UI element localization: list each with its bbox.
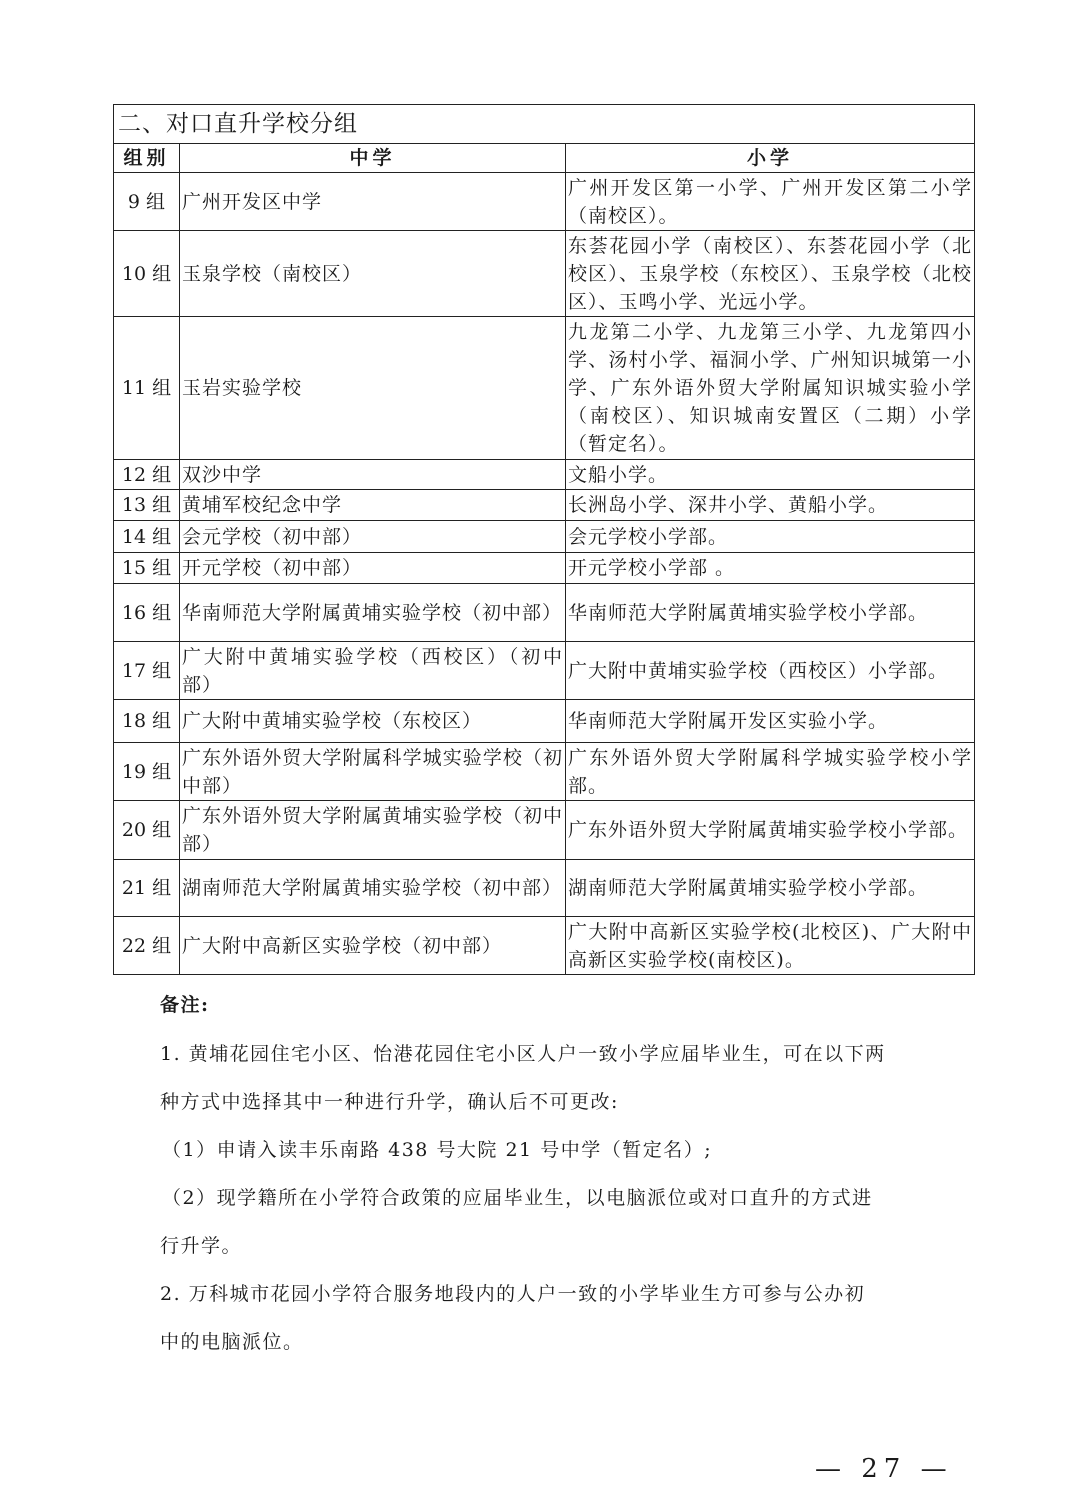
table-row [114, 521, 975, 553]
table-row [114, 460, 975, 490]
middle-school-cell: 湖南师范大学附属黄埔实验学校（初中部） [180, 860, 566, 917]
group-cell: 19 组 [114, 743, 180, 801]
page-number: — 27 — [815, 1454, 953, 1484]
group-cell: 15 组 [114, 553, 180, 584]
column-header-primary-school: 小学 [566, 144, 975, 173]
group-cell: 16 组 [114, 584, 180, 642]
note-line: 1. 黄埔花园住宅小区、怡港花园住宅小区人户一致小学应届毕业生，可在以下两 [160, 1043, 886, 1065]
middle-school-cell: 玉岩实验学校 [180, 317, 566, 460]
primary-school-cell: 开元学校小学部 。 [566, 553, 975, 584]
middle-school-cell: 广大附中高新区实验学校（初中部） [180, 917, 566, 975]
middle-school-cell: 黄埔军校纪念中学 [180, 490, 566, 521]
primary-school-cell: 华南师范大学附属开发区实验小学。 [566, 700, 975, 743]
table-row [114, 317, 975, 460]
table-row [114, 490, 975, 521]
group-cell: 10 组 [114, 231, 180, 317]
group-cell: 18 组 [114, 700, 180, 743]
column-header-middle-school: 中学 [180, 144, 566, 173]
group-cell: 22 组 [114, 917, 180, 975]
group-cell: 11 组 [114, 317, 180, 460]
note-line: （2）现学籍所在小学符合政策的应届毕业生，以电脑派位或对口直升的方式进 [162, 1187, 873, 1209]
note-line: 2. 万科城市花园小学符合服务地段内的人户一致的小学毕业生方可参与公办初 [160, 1283, 866, 1305]
primary-school-cell: 文船小学。 [566, 460, 975, 490]
note-line: 中的电脑派位。 [160, 1331, 304, 1353]
primary-school-cell: 广大附中黄埔实验学校（西校区）小学部。 [566, 642, 975, 700]
table-row [114, 642, 975, 700]
middle-school-cell: 广大附中黄埔实验学校（西校区）（初中部） [180, 642, 566, 700]
middle-school-cell: 广东外语外贸大学附属科学城实验学校（初中部） [180, 743, 566, 801]
primary-school-cell: 华南师范大学附属黄埔实验学校小学部。 [566, 584, 975, 642]
primary-school-cell: 湖南师范大学附属黄埔实验学校小学部。 [566, 860, 975, 917]
table-row [114, 584, 975, 642]
middle-school-cell: 会元学校（初中部） [180, 521, 566, 553]
notes-label: 备注: [160, 994, 210, 1016]
primary-school-cell: 会元学校小学部。 [566, 521, 975, 553]
table-row [114, 173, 975, 231]
middle-school-cell: 华南师范大学附属黄埔实验学校（初中部） [180, 584, 566, 642]
middle-school-cell: 玉泉学校（南校区） [180, 231, 566, 317]
primary-school-cell: 长洲岛小学、深井小学、黄船小学。 [566, 490, 975, 521]
primary-school-cell: 广州开发区第一小学、广州开发区第二小学（南校区）。 [566, 173, 975, 231]
primary-school-cell: 广东外语外贸大学附属黄埔实验学校小学部。 [566, 801, 975, 860]
primary-school-cell: 东荟花园小学（南校区）、东荟花园小学（北校区）、玉泉学校（东校区）、玉泉学校（北校区）、玉鸣小学、光远小学。 [566, 231, 975, 317]
group-cell: 9 组 [114, 173, 180, 231]
column-header-group: 组别 [114, 144, 180, 173]
school-group-table [113, 104, 975, 975]
table-row [114, 553, 975, 584]
table-row [114, 743, 975, 801]
notes-section [160, 990, 920, 1366]
table-row [114, 231, 975, 317]
middle-school-cell: 广大附中黄埔实验学校（东校区） [180, 700, 566, 743]
table-row [114, 801, 975, 860]
primary-school-cell: 九龙第二小学、九龙第三小学、九龙第四小学、汤村小学、福洞小学、广州知识城第一小学、广东外语外贸大学附属知识城实验小学（南校区）、知识城南安置区（二期）小学（暂定名）。 [566, 317, 975, 460]
group-cell: 20 组 [114, 801, 180, 860]
note-line: （1）申请入读丰乐南路 438 号大院 21 号中学（暂定名）; [162, 1139, 713, 1161]
section-title-row [114, 105, 975, 144]
primary-school-cell: 广东外语外贸大学附属科学城实验学校小学部。 [566, 743, 975, 801]
table-row [114, 860, 975, 917]
table-row [114, 700, 975, 743]
table-row [114, 917, 975, 975]
middle-school-cell: 广州开发区中学 [180, 173, 566, 231]
middle-school-cell: 开元学校（初中部） [180, 553, 566, 584]
note-line: 行升学。 [160, 1235, 243, 1257]
group-cell: 12 组 [114, 460, 180, 490]
group-cell: 13 组 [114, 490, 180, 521]
primary-school-cell: 广大附中高新区实验学校(北校区)、广大附中高新区实验学校(南校区)。 [566, 917, 975, 975]
group-cell: 21 组 [114, 860, 180, 917]
header-row [114, 144, 975, 173]
section-title: 二、对口直升学校分组 [114, 105, 975, 144]
middle-school-cell: 双沙中学 [180, 460, 566, 490]
group-cell: 17 组 [114, 642, 180, 700]
middle-school-cell: 广东外语外贸大学附属黄埔实验学校（初中部） [180, 801, 566, 860]
note-line: 种方式中选择其中一种进行升学，确认后不可更改: [160, 1091, 619, 1113]
group-cell: 14 组 [114, 521, 180, 553]
